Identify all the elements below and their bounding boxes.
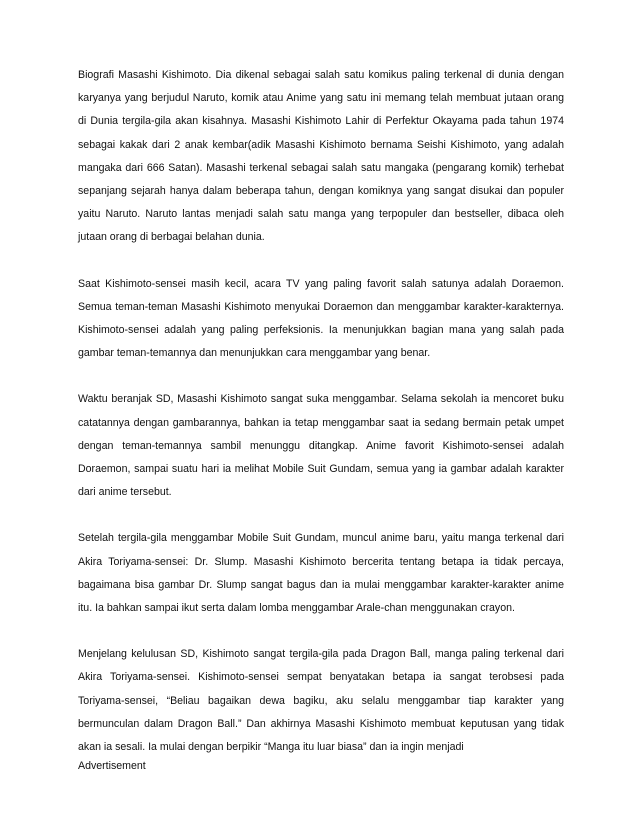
paragraph-elementary-gundam: Waktu beranjak SD, Masashi Kishimoto sangat suka menggambar. Selama sekolah ia mencoret buku catatannya dengan gambarannya, bahkan ia tetap menggambar saat ia sedang bermain petak umpet dengan teman-temannya sambil menunggu ditangkap. Anime favorit Kishimoto-sensei adalah Doraemon, sampai suatu hari ia melihat Mobile Suit Gundam, semua yang ia gambar adalah karakter dari anime tersebut. — [78, 393, 564, 499]
paragraph-dr-slump: Setelah tergila-gila menggambar Mobile Suit Gundam, muncul anime baru, yaitu manga terkenal dari Akira Toriyama-sensei: Dr. Slump. Masashi Kishimoto bercerita tentang betapa ia tidak percaya, bagaimana bisa gambar Dr. Slump sangat bagus dan ia mulai menggambar karakter-karakter anime itu. Ia bahkan sampai ikut serta dalam lomba menggambar Arale-chan menggunakan crayon. — [78, 532, 564, 615]
document-page — [78, 64, 564, 773]
paragraph-childhood-doraemon: Saat Kishimoto-sensei masih kecil, acara TV yang paling favorit salah satunya adalah Doraemon. Semua teman-teman Masashi Kishimoto menyukai Doraemon dan menggambar karakter-karakternya. Kishimoto-sensei adalah yang paling perfeksionis. Ia menunjukkan bagian mana yang salah pada gambar teman-temannya dan menunjukkan cara menggambar yang benar. — [78, 277, 564, 360]
paragraph-biography-intro: Biografi Masashi Kishimoto. Dia dikenal sebagai salah satu komikus paling terkenal di dunia dengan karyanya yang berjudul Naruto, komik atau Anime yang satu ini memang telah membuat jutaan orang di Dunia tergila-gila akan kisahnya. Masashi Kishimoto Lahir di Perfektur Okayama pada tahun 1974 sebagai kakak dari 2 anak kembar(adik Masashi Kishimoto bernama Seishi Kishimoto, yang adalah mangaka dari 666 Satan). Masashi terkenal sebagai salah satu mangaka (pengarang komik) terhebat sepanjang sejarah hanya dalam beberapa tahun, dengan komiknya yang sangat disukai dan populer yaitu Naruto. Naruto lantas menjadi salah satu manga yang terpopuler dan bestseller, dibaca oleh jutaan orang di berbagai belahan dunia. — [78, 69, 564, 244]
paragraph-dragon-ball: Menjelang kelulusan SD, Kishimoto sangat tergila-gila pada Dragon Ball, manga paling terkenal dari Akira Toriyama-sensei. Kishimoto-sensei sempat benyatakan betapa ia sangat terobsesi pada Toriyama-sensei, “Beliau bagaikan dewa bagiku, aku selalu menggambar tiap karakter yang bermunculan dalam Dragon Ball.” Dan akhirnya Masashi Kishimoto membuat keputusan yang tidak akan ia sesali. Ia mulai dengan berpikir “Manga itu luar biasa” dan ia ingin menjadi — [78, 648, 564, 754]
advertisement-label: Advertisement — [78, 760, 146, 773]
